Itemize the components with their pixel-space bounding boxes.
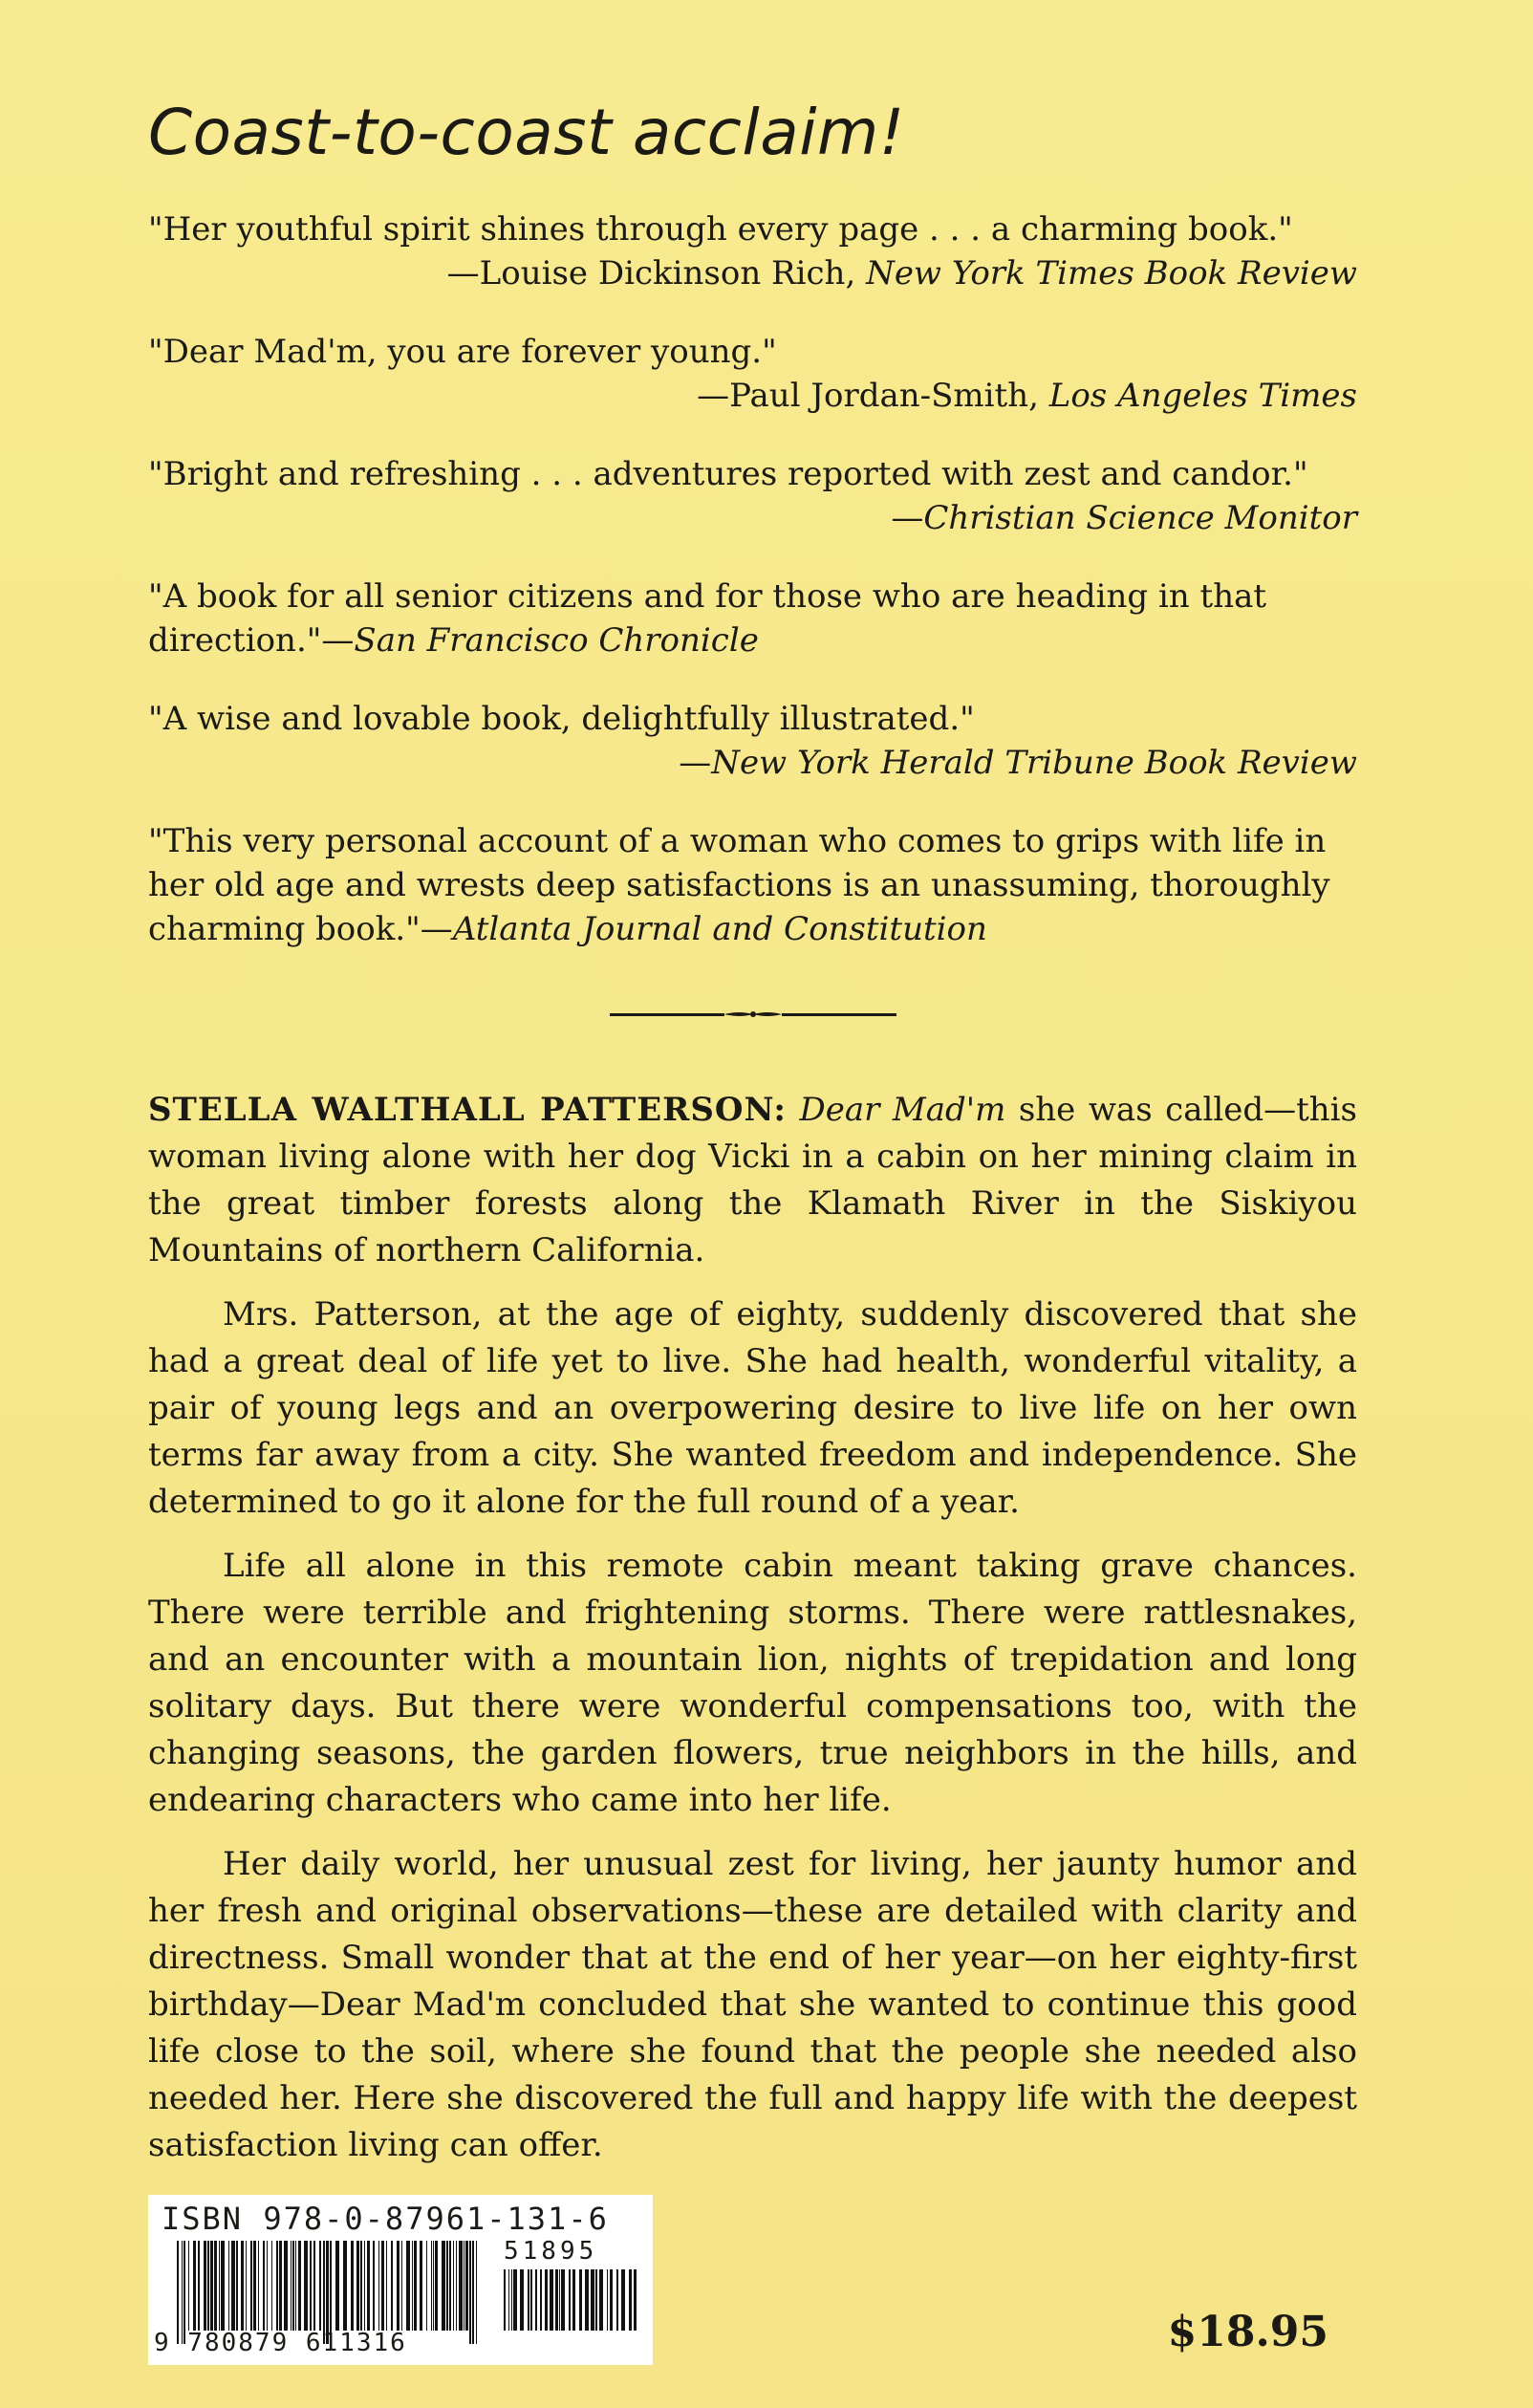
ean-number: 9 780879 611316 — [154, 2329, 407, 2357]
barcode-bar — [599, 2269, 603, 2331]
barcode-bar — [267, 2241, 268, 2331]
barcode-bar — [561, 2269, 565, 2331]
barcode-bar — [545, 2269, 548, 2331]
cover-content — [148, 96, 1357, 2186]
barcode-bar — [221, 2241, 225, 2331]
price: $18.95 — [1167, 2308, 1328, 2356]
barcode-bar — [555, 2269, 558, 2331]
barcode-bar — [198, 2241, 200, 2331]
quote-text: "A book for all senior citizens and for those who are heading in that direction."— — [148, 577, 1267, 660]
barcode-bar — [364, 2241, 365, 2331]
barcode-bar — [465, 2241, 468, 2331]
quote-attribution — [148, 496, 1357, 540]
barcode-bar — [295, 2241, 296, 2331]
barcode-bar — [621, 2269, 625, 2331]
barcode-bar — [453, 2241, 454, 2331]
barcode-bar — [476, 2241, 477, 2344]
barcode-bar — [504, 2269, 506, 2331]
barcode-bar — [250, 2241, 252, 2331]
barcode-bar — [343, 2241, 347, 2331]
barcode-bar — [378, 2241, 379, 2331]
quote-source: Atlanta Journal and Constitution — [452, 910, 987, 948]
barcode-bar — [193, 2241, 196, 2331]
barcode-addon-number: 51895 — [504, 2237, 598, 2266]
barcode-bar — [472, 2241, 474, 2344]
barcode-bar — [433, 2241, 434, 2331]
bio-paragraph: Her daily world, her unusual zest for living, her jaunty humor and her fresh and original observations—these are detailed with clarity and directness. Small wonder that at the end of her year—on her eighty-first birthday—Dear Mad'm concluded that she wanted to continue this good life close to the soil, where she found that the people she needed also needed her. Here she discovered the full and happy life with the deepest satisfaction living can offer. — [148, 1845, 1357, 2164]
barcode-bar — [629, 2269, 632, 2331]
barcode-bar — [456, 2241, 457, 2331]
barcode-bar — [508, 2269, 509, 2331]
barcode-bar — [263, 2241, 265, 2331]
bio-paragraph: Life all alone in this remote cabin meant taking grave chances. There were terrible and frightening storms. There were rattlesnakes, and an encounter with a mountain lion, nights of trepidation and long solitary days. But there were wonderful compensations too, with the changing seasons, the garden flowers, true neighbors in the hills, and endearing characters who came into her life. — [148, 1547, 1357, 1819]
barcode-bar — [579, 2269, 582, 2331]
review-quote — [148, 575, 1357, 662]
barcode-bar — [351, 2241, 354, 2331]
barcode-bar — [414, 2241, 417, 2331]
quote-author: — — [679, 744, 712, 782]
barcode-bar — [442, 2241, 445, 2331]
barcode-bar — [284, 2241, 288, 2331]
quote-attribution — [148, 374, 1357, 418]
barcode-bar — [298, 2241, 301, 2331]
book-title: Dear Mad'm — [799, 1091, 1006, 1129]
barcode-bar — [219, 2241, 220, 2331]
barcode-bar — [591, 2269, 594, 2331]
review-quote — [148, 819, 1357, 951]
barcode-bar — [279, 2241, 282, 2331]
barcode-bar — [426, 2241, 427, 2331]
divider-line-left — [610, 1013, 724, 1016]
quote-text: "This very personal account of a woman who comes to grips with life in her old age and wrests deep satisfactions is an unassuming, thoroughly charming book."— — [148, 822, 1330, 948]
barcode-bar — [214, 2241, 217, 2331]
barcode-bar — [610, 2269, 613, 2331]
quote-text: "Bright and refreshing . . . adventures reported with zest and candor." — [148, 455, 1308, 493]
barcode-bar — [446, 2241, 448, 2331]
barcode-bar — [535, 2269, 537, 2331]
review-quote — [148, 330, 1357, 418]
barcode-bar — [319, 2241, 321, 2331]
barcode-bar — [607, 2269, 608, 2331]
barcode-bar — [406, 2241, 410, 2331]
barcode-bar — [188, 2241, 189, 2331]
barcode-bar — [401, 2241, 402, 2331]
author-bio — [148, 1087, 1357, 2169]
quote-attribution — [148, 251, 1357, 295]
ornamental-divider — [610, 1009, 896, 1020]
divider-line-right — [782, 1013, 896, 1016]
barcode-bar — [435, 2241, 438, 2331]
bio-paragraph — [148, 1087, 1357, 1274]
barcode-bar — [241, 2241, 244, 2331]
quote-author: —Louise Dickinson Rich, — [446, 254, 867, 293]
barcode-bar — [276, 2241, 278, 2331]
barcode-bar — [585, 2269, 589, 2331]
barcode-bar — [528, 2269, 529, 2331]
barcode-bar — [236, 2241, 238, 2331]
barcode-bar — [304, 2241, 308, 2331]
isbn-number: ISBN 978-0-87961-131-6 — [162, 2201, 609, 2237]
quote-source: New York Herald Tribune Book Review — [711, 744, 1357, 782]
barcode-bar — [530, 2269, 532, 2331]
barcode-bar — [367, 2241, 370, 2331]
barcode-bar — [449, 2241, 451, 2331]
barcode-bar — [550, 2269, 553, 2331]
barcode-bar — [210, 2241, 213, 2331]
quote-source: New York Times Book Review — [866, 254, 1357, 293]
author-name: STELLA WALTHALL PATTERSON: — [148, 1091, 787, 1129]
barcode-bar — [356, 2241, 359, 2331]
quote-source: San Francisco Chronicle — [354, 621, 759, 660]
barcode-bar — [595, 2269, 597, 2331]
divider-ornament-icon — [724, 1010, 782, 1018]
barcode-bar — [373, 2241, 375, 2331]
barcode-bar — [616, 2269, 618, 2331]
barcode-bar — [459, 2241, 463, 2331]
quote-text: "Dear Mad'm, you are forever young." — [148, 333, 777, 371]
barcode-addon-bars — [502, 2269, 640, 2344]
barcode-bar — [420, 2241, 422, 2331]
barcode-bar — [360, 2241, 362, 2331]
barcode-bar — [258, 2241, 259, 2331]
bio-paragraph: Mrs. Patterson, at the age of eighty, suddenly discovered that she had a great deal of life yet to live. She had health, wonderful vitality, a pair of young legs and an overpowering desire to live life on her own terms far away from a city. She wanted freedom and independence. She determined to go it alone for the full round of a year. — [148, 1295, 1357, 1521]
barcode-bar — [572, 2269, 575, 2331]
quote-attribution — [148, 741, 1357, 785]
barcode-bar — [231, 2241, 235, 2331]
barcode-bar — [292, 2241, 294, 2331]
quote-text: "A wise and lovable book, delightfully illustrated." — [148, 700, 975, 738]
review-quote — [148, 207, 1357, 295]
quote-source: Los Angeles Times — [1048, 377, 1357, 415]
barcode-bar — [335, 2241, 339, 2331]
barcode-bar — [397, 2241, 399, 2331]
barcode-bar — [253, 2241, 256, 2331]
barcode-bar — [559, 2269, 560, 2331]
barcode-bar — [391, 2241, 393, 2331]
barcode-bar — [569, 2269, 571, 2331]
barcode-bar — [520, 2269, 524, 2331]
isbn-barcode — [148, 2195, 653, 2365]
barcode-bar — [386, 2241, 387, 2331]
barcode-bar — [271, 2241, 272, 2331]
barcode-bar — [313, 2241, 315, 2331]
quote-author: —Paul Jordan-Smith, — [697, 377, 1049, 415]
barcode-bar — [381, 2241, 384, 2331]
barcode-bar — [207, 2241, 209, 2331]
headline: Coast-to-coast acclaim! — [148, 96, 905, 169]
barcode-bar — [540, 2269, 542, 2331]
bio-text: she was called—this woman living alone with her dog Vicki in a cabin on her mining claim in the great timber forests along the Klamath River in the Siskiyou Mountains of northern California. — [148, 1091, 1357, 1269]
barcode-bar — [310, 2241, 312, 2331]
barcode-bar — [228, 2241, 229, 2331]
barcode-bar — [204, 2241, 206, 2331]
barcode-bar — [513, 2269, 517, 2331]
barcode-bar — [469, 2241, 471, 2344]
barcode-bar — [431, 2241, 432, 2331]
quote-source: Christian Science Monitor — [923, 499, 1357, 537]
barcode-bar — [511, 2269, 512, 2331]
barcode-bar — [412, 2241, 413, 2331]
review-quote — [148, 452, 1357, 540]
barcode-bar — [634, 2269, 637, 2331]
quote-author: — — [891, 499, 924, 537]
barcode-bar — [246, 2241, 247, 2331]
review-quote — [148, 697, 1357, 785]
quote-text: "Her youthful spirit shines through every page . . . a charming book." — [148, 210, 1293, 249]
